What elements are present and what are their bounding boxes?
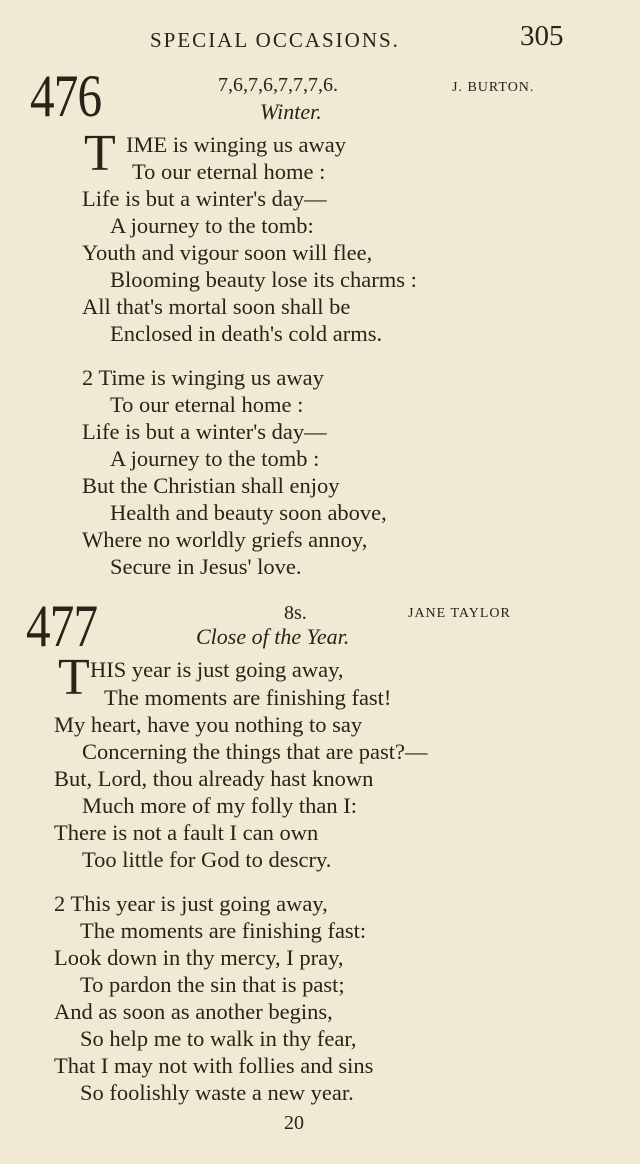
hymn-477-subtitle: Close of the Year. <box>196 624 350 649</box>
verse-line: But the Christian shall enjoy <box>82 473 340 498</box>
verse-line: 2 This year is just going away, <box>54 891 328 916</box>
hymn-476-meter: 7,6,7,6,7,7,7,6. <box>218 74 338 96</box>
verse-line: My heart, have you nothing to say <box>54 712 363 737</box>
hymn-number-476: 476 <box>30 63 102 129</box>
hymn-477-meter: 8s. <box>284 602 307 624</box>
page-number: 305 <box>520 20 564 52</box>
verse-line: A journey to the tomb : <box>110 446 320 471</box>
verse-line: Where no worldly griefs annoy, <box>82 527 368 552</box>
verse-line: Youth and vigour soon will flee, <box>82 240 373 265</box>
verse-line: HIS year is just going away, <box>90 657 344 682</box>
hymn-476-author: J. BURTON. <box>452 80 535 95</box>
hymn-477-author: JANE TAYLOR <box>408 606 511 621</box>
hymn-number-477: 477 <box>26 593 98 659</box>
signature-mark: 20 <box>284 1112 304 1134</box>
verse-line: Life is but a winter's day— <box>82 419 327 444</box>
verse-line: There is not a fault I can own <box>54 820 319 845</box>
verse-line: Look down in thy mercy, I pray, <box>54 945 344 970</box>
verse-line: Too little for God to descry. <box>82 847 332 872</box>
drop-cap: T <box>58 649 90 706</box>
verse-line: To pardon the sin that is past; <box>80 972 345 997</box>
verse-line: The moments are finishing fast! <box>104 685 392 710</box>
verse-line: And as soon as another begins, <box>54 999 333 1024</box>
verse-line: Concerning the things that are past?— <box>82 739 428 764</box>
verse-line: Enclosed in death's cold arms. <box>110 321 383 346</box>
verse-line: So help me to walk in thy fear, <box>80 1026 357 1051</box>
verse-line: So foolishly waste a new year. <box>80 1080 354 1105</box>
running-header-title: SPECIAL OCCASIONS. <box>150 28 400 52</box>
verse-line: All that's mortal soon shall be <box>82 294 351 319</box>
drop-cap: T <box>84 125 116 182</box>
verse-line: A journey to the tomb: <box>110 213 314 238</box>
verse-line: Blooming beauty lose its charms : <box>110 267 417 292</box>
verse-line: To our eternal home : <box>132 159 326 184</box>
verse-line: Secure in Jesus' love. <box>110 554 302 579</box>
verse-line: 2 Time is winging us away <box>82 365 324 390</box>
verse-line: Much more of my folly than I: <box>82 793 357 818</box>
verse-line: To our eternal home : <box>110 392 304 417</box>
hymn-476-subtitle: Winter. <box>260 99 322 124</box>
verse-line: IME is winging us away <box>126 132 346 157</box>
verse-line: But, Lord, thou already hast known <box>54 766 374 791</box>
verse-line: Life is but a winter's day— <box>82 186 327 211</box>
verse-line: Health and beauty soon above, <box>110 500 387 525</box>
verse-line: That I may not with follies and sins <box>54 1053 374 1078</box>
verse-line: The moments are finishing fast: <box>80 918 367 943</box>
